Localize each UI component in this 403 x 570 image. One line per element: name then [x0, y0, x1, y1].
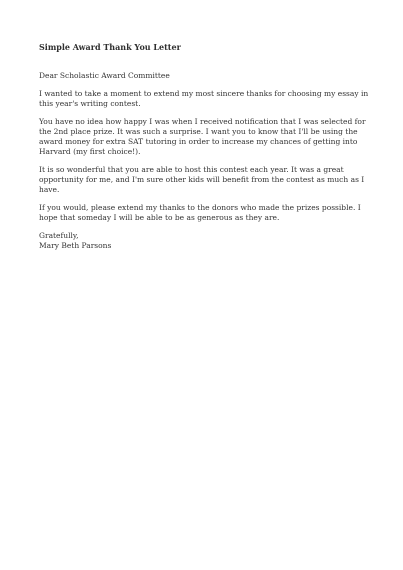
letter-title: Simple Award Thank You Letter	[39, 42, 181, 52]
paragraph-3: It is so wonderful that you are able to host this contest each year. It was a great opportunity for me, and I'm sure other kids will benefit from the contest as much as I have.	[39, 165, 365, 194]
paragraph-2: You have no idea how happy I was when I received notification that I was selected for the 2nd place prize. It was such a surprise. I want you to know that I'll be using the award money for extra SAT tutoring in order to increase my chances of getting into Harvard (my first choice!).	[39, 117, 366, 156]
letter-closing: Gratefully,	[39, 231, 79, 240]
paragraph-4: If you would, please extend my thanks to the donors who made the prizes possible. I hope that someday I will be able to be as generous as they are.	[39, 203, 361, 222]
paragraph-1: I wanted to take a moment to extend my most sincere thanks for choosing my essay in this year's writing contest.	[39, 89, 369, 108]
letter-body	[39, 42, 371, 251]
letter-salutation: Dear Scholastic Award Committee	[39, 71, 170, 80]
letter-signature: Mary Beth Parsons	[39, 241, 112, 250]
